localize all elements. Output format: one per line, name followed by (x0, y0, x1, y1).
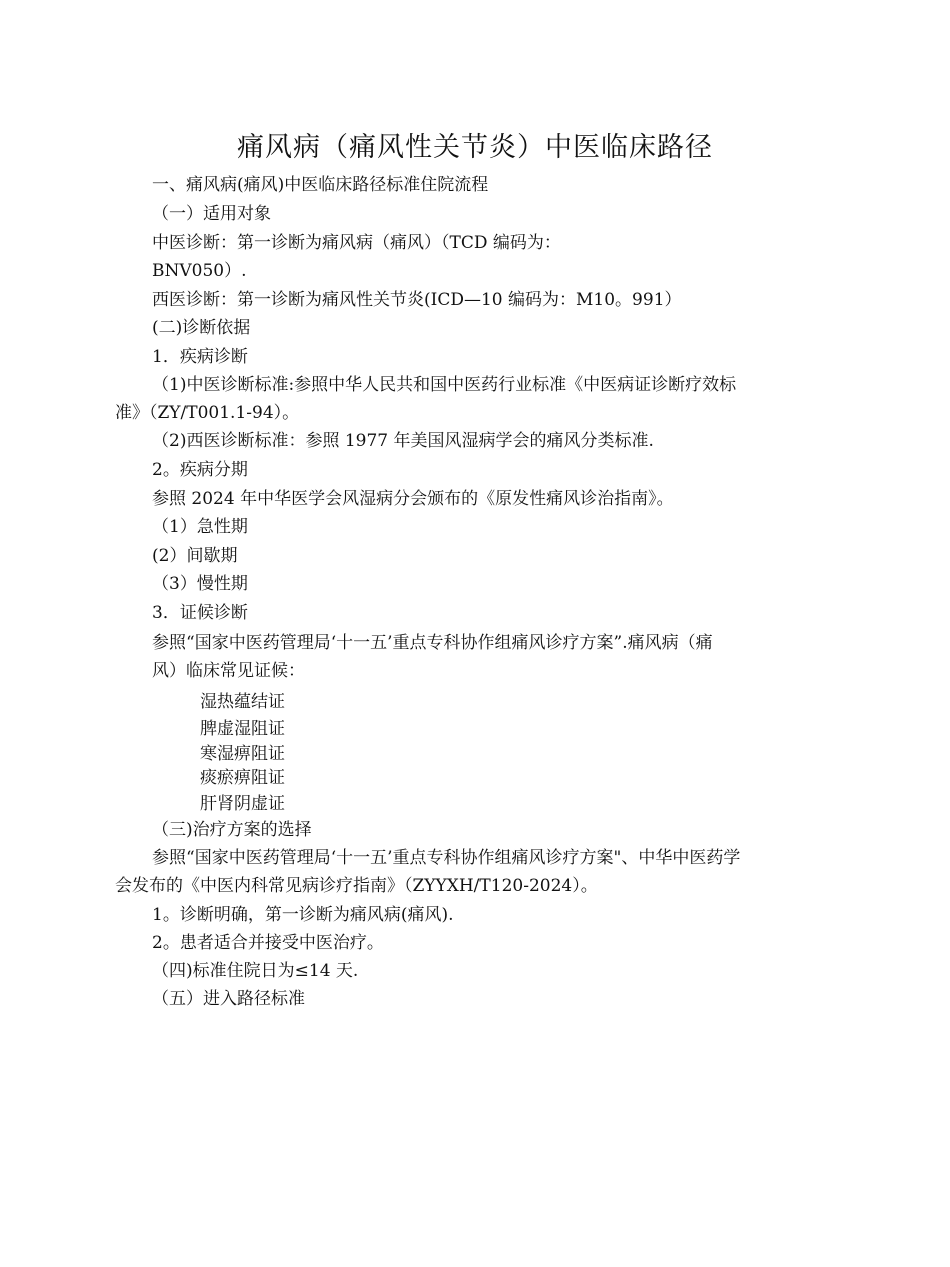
criteria-2-line: （2)西医诊断标准：参照 1977 年美国风湿病学会的痛风分类标准. (152, 431, 654, 451)
plan-reference-line-2: 会发布的《中医内科常见病诊疗指南》（ZYYXH/T120-2024）。 (115, 876, 598, 896)
stage-reference: 参照 2024 年中华医学会风湿病分会颁布的《原发性痛风诊治指南》。 (152, 489, 674, 509)
tcm-diagnosis-line-2: BNV050）. (152, 261, 247, 281)
syndrome-item: 痰瘀痹阻证 (200, 768, 285, 788)
item-disease-stage: 2。疾病分期 (152, 460, 248, 480)
stage-intermittent: (2）间歇期 (152, 546, 238, 566)
criteria-1-line-2: 准》（ZY/T001.1-94）。 (115, 403, 300, 423)
stage-chronic: （3）慢性期 (152, 574, 248, 594)
stage-acute: （1）急性期 (152, 517, 248, 537)
item-disease-diagnosis: 1．疾病诊断 (152, 347, 248, 367)
syndrome-item: 寒湿痹阻证 (200, 744, 285, 764)
syndrome-reference-line-2: 风）临床常见证候： (152, 661, 305, 681)
subsection-heading-2: (二)诊断依据 (152, 318, 251, 338)
subsection-heading-4: （四)标准住院日为≤14 天. (152, 961, 359, 981)
subsection-heading-1: （一）适用对象 (152, 204, 271, 224)
subsection-heading-5: （五）进入路径标准 (152, 989, 305, 1009)
syndrome-item: 脾虚湿阻证 (200, 719, 285, 739)
plan-reference-line-1: 参照“国家中医药管理局‘十一五’重点专科协作组痛风诊疗方案"、中华中医药学 (152, 848, 741, 868)
document-title: 痛风病（痛风性关节炎）中医临床路径 (237, 132, 713, 163)
section-heading-1: 一、痛风病(痛风)中医临床路径标准住院流程 (152, 175, 489, 195)
syndrome-reference-line-1: 参照“国家中医药管理局‘十一五’重点专科协作组痛风诊疗方案”.痛风病（痛 (152, 633, 713, 653)
subsection-heading-3: （三)治疗方案的选择 (152, 820, 312, 840)
item-syndrome-diagnosis: 3．证候诊断 (152, 603, 248, 623)
tcm-diagnosis-line-1: 中医诊断：第一诊断为痛风病（痛风）（TCD 编码为： (152, 233, 561, 253)
wm-diagnosis-line: 西医诊断：第一诊断为痛风性关节炎(ICD—10 编码为：M10。991） (152, 290, 682, 310)
syndrome-item: 湿热蕴结证 (200, 692, 285, 712)
plan-item-1: 1。诊断明确，第一诊断为痛风病(痛风). (152, 905, 454, 925)
criteria-1-line-1: （1)中医诊断标准:参照中华人民共和国中医药行业标准《中医病证诊断疗效标 (152, 375, 737, 395)
plan-item-2: 2。患者适合并接受中医治疗。 (152, 933, 384, 953)
syndrome-item: 肝肾阴虚证 (200, 794, 285, 814)
